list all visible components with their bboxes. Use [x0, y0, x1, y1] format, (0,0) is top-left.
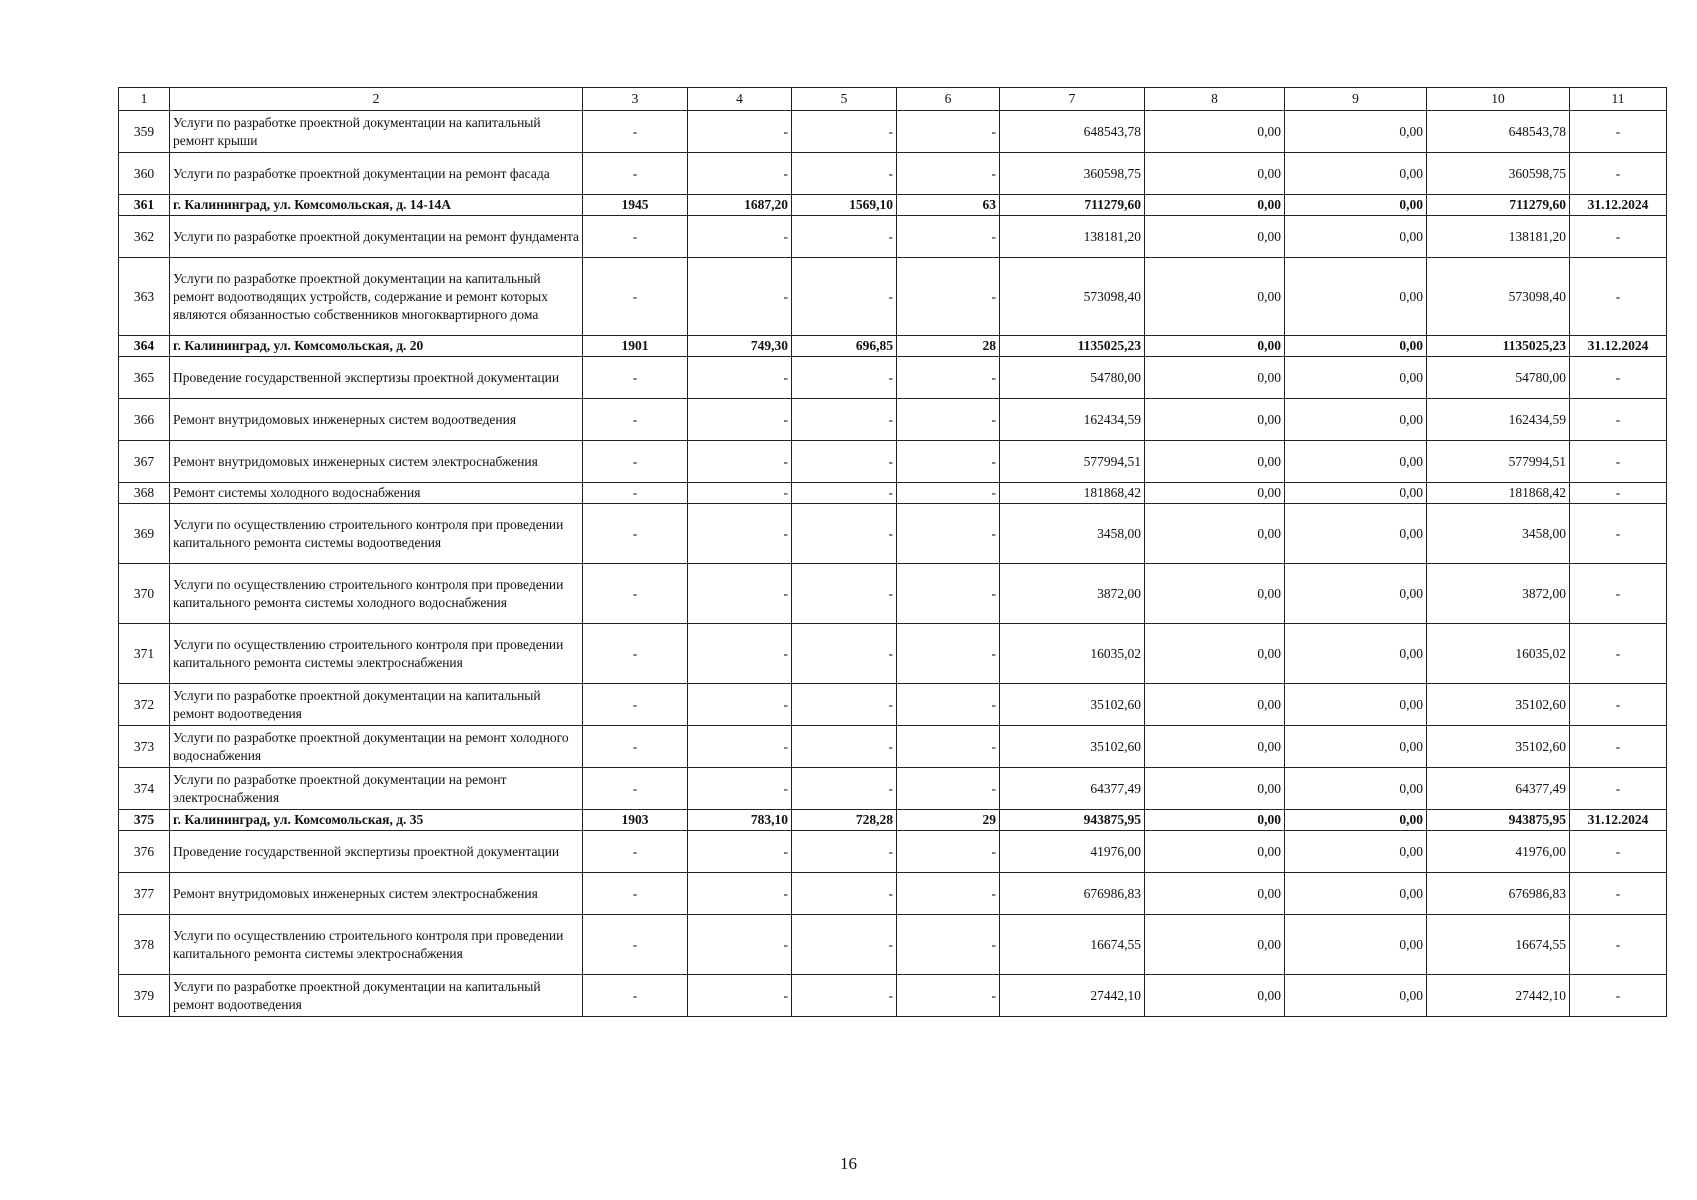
year-cell: -: [583, 726, 688, 768]
area-living-cell: -: [792, 111, 897, 153]
residents-cell: -: [897, 483, 1000, 504]
area-total-cell: -: [688, 111, 792, 153]
area-living-cell: -: [792, 684, 897, 726]
work-description: Услуги по осуществлению строительного контроля при проведении капитального ремонта системы водоотведения: [170, 504, 583, 564]
year-cell: -: [583, 624, 688, 684]
area-total-cell: -: [688, 975, 792, 1017]
deadline-cell: -: [1570, 831, 1667, 873]
deadline-cell: -: [1570, 399, 1667, 441]
fund-cost-cell: 0,00: [1145, 726, 1285, 768]
row-number: 365: [119, 357, 170, 399]
row-number: 373: [119, 726, 170, 768]
area-total-cell: -: [688, 564, 792, 624]
deadline-cell: -: [1570, 216, 1667, 258]
area-living-cell: 696,85: [792, 336, 897, 357]
row-number: 364: [119, 336, 170, 357]
work-description: Услуги по разработке проектной документации на ремонт холодного водоснабжения: [170, 726, 583, 768]
column-header: 9: [1285, 88, 1427, 111]
fund-cost-cell: 0,00: [1145, 357, 1285, 399]
area-living-cell: -: [792, 975, 897, 1017]
year-cell: -: [583, 831, 688, 873]
row-number: 374: [119, 768, 170, 810]
table-row: [119, 915, 1667, 975]
other-cost-cell: 0,00: [1285, 216, 1427, 258]
residents-cell: -: [897, 153, 1000, 195]
other-cost-cell: 0,00: [1285, 768, 1427, 810]
column-header: 5: [792, 88, 897, 111]
area-total-cell: 783,10: [688, 810, 792, 831]
year-cell: -: [583, 483, 688, 504]
year-cell: -: [583, 504, 688, 564]
year-cell: 1901: [583, 336, 688, 357]
residents-cell: 63: [897, 195, 1000, 216]
area-living-cell: -: [792, 483, 897, 504]
residents-cell: -: [897, 726, 1000, 768]
year-cell: 1945: [583, 195, 688, 216]
other-cost-cell: 0,00: [1285, 195, 1427, 216]
residents-cell: -: [897, 216, 1000, 258]
other-cost-cell: 0,00: [1285, 624, 1427, 684]
row-number: 368: [119, 483, 170, 504]
work-description: Ремонт внутридомовых инженерных систем электроснабжения: [170, 873, 583, 915]
work-description: Услуги по разработке проектной документации на ремонт фасада: [170, 153, 583, 195]
work-description: Услуги по осуществлению строительного контроля при проведении капитального ремонта системы электроснабжения: [170, 624, 583, 684]
column-header: 3: [583, 88, 688, 111]
fund-cost-cell: 0,00: [1145, 831, 1285, 873]
deadline-cell: -: [1570, 624, 1667, 684]
owners-cost-cell: 573098,40: [1427, 258, 1570, 336]
year-cell: -: [583, 153, 688, 195]
owners-cost-cell: 676986,83: [1427, 873, 1570, 915]
owners-cost-cell: 3872,00: [1427, 564, 1570, 624]
area-living-cell: -: [792, 873, 897, 915]
total-cost-cell: 577994,51: [1000, 441, 1145, 483]
residents-cell: -: [897, 564, 1000, 624]
work-description: Услуги по осуществлению строительного контроля при проведении капитального ремонта системы холодного водоснабжения: [170, 564, 583, 624]
owners-cost-cell: 162434,59: [1427, 399, 1570, 441]
area-total-cell: 1687,20: [688, 195, 792, 216]
owners-cost-cell: 943875,95: [1427, 810, 1570, 831]
work-description: Услуги по разработке проектной документации на капитальный ремонт крыши: [170, 111, 583, 153]
table-row: [119, 975, 1667, 1017]
table-row: [119, 195, 1667, 216]
table-row: [119, 684, 1667, 726]
deadline-cell: 31.12.2024: [1570, 810, 1667, 831]
other-cost-cell: 0,00: [1285, 564, 1427, 624]
row-number: 361: [119, 195, 170, 216]
area-living-cell: 728,28: [792, 810, 897, 831]
other-cost-cell: 0,00: [1285, 111, 1427, 153]
owners-cost-cell: 16674,55: [1427, 915, 1570, 975]
area-total-cell: 749,30: [688, 336, 792, 357]
area-living-cell: -: [792, 357, 897, 399]
area-total-cell: -: [688, 357, 792, 399]
year-cell: -: [583, 975, 688, 1017]
residents-cell: -: [897, 975, 1000, 1017]
total-cost-cell: 711279,60: [1000, 195, 1145, 216]
fund-cost-cell: 0,00: [1145, 153, 1285, 195]
deadline-cell: -: [1570, 768, 1667, 810]
residents-cell: -: [897, 357, 1000, 399]
work-description: Услуги по разработке проектной документации на капитальный ремонт водоотведения: [170, 684, 583, 726]
fund-cost-cell: 0,00: [1145, 399, 1285, 441]
year-cell: -: [583, 915, 688, 975]
table-row: [119, 873, 1667, 915]
row-number: 371: [119, 624, 170, 684]
row-number: 375: [119, 810, 170, 831]
column-header: 4: [688, 88, 792, 111]
area-living-cell: -: [792, 153, 897, 195]
deadline-cell: -: [1570, 684, 1667, 726]
work-description: Услуги по разработке проектной документации на ремонт электроснабжения: [170, 768, 583, 810]
table-row: [119, 483, 1667, 504]
fund-cost-cell: 0,00: [1145, 873, 1285, 915]
deadline-cell: -: [1570, 915, 1667, 975]
year-cell: -: [583, 399, 688, 441]
deadline-cell: -: [1570, 504, 1667, 564]
owners-cost-cell: 577994,51: [1427, 441, 1570, 483]
owners-cost-cell: 35102,60: [1427, 726, 1570, 768]
total-cost-cell: 943875,95: [1000, 810, 1145, 831]
owners-cost-cell: 27442,10: [1427, 975, 1570, 1017]
other-cost-cell: 0,00: [1285, 810, 1427, 831]
table-row: [119, 216, 1667, 258]
work-description: Услуги по разработке проектной документации на ремонт фундамента: [170, 216, 583, 258]
row-number: 363: [119, 258, 170, 336]
work-description: Проведение государственной экспертизы проектной документации: [170, 357, 583, 399]
area-total-cell: -: [688, 483, 792, 504]
year-cell: -: [583, 768, 688, 810]
deadline-cell: -: [1570, 111, 1667, 153]
total-cost-cell: 162434,59: [1000, 399, 1145, 441]
fund-cost-cell: 0,00: [1145, 504, 1285, 564]
column-header: 2: [170, 88, 583, 111]
work-description: г. Калининград, ул. Комсомольская, д. 35: [170, 810, 583, 831]
area-living-cell: -: [792, 216, 897, 258]
area-living-cell: -: [792, 258, 897, 336]
total-cost-cell: 16674,55: [1000, 915, 1145, 975]
residents-cell: -: [897, 111, 1000, 153]
table-row: [119, 336, 1667, 357]
area-living-cell: -: [792, 399, 897, 441]
area-total-cell: -: [688, 873, 792, 915]
year-cell: -: [583, 216, 688, 258]
fund-cost-cell: 0,00: [1145, 684, 1285, 726]
residents-cell: -: [897, 624, 1000, 684]
fund-cost-cell: 0,00: [1145, 624, 1285, 684]
table-row: [119, 810, 1667, 831]
other-cost-cell: 0,00: [1285, 258, 1427, 336]
row-number: 378: [119, 915, 170, 975]
total-cost-cell: 41976,00: [1000, 831, 1145, 873]
area-living-cell: 1569,10: [792, 195, 897, 216]
other-cost-cell: 0,00: [1285, 684, 1427, 726]
table-row: [119, 504, 1667, 564]
works-table: [118, 87, 1667, 1017]
area-total-cell: -: [688, 624, 792, 684]
work-description: Услуги по разработке проектной документации на капитальный ремонт водоотведения: [170, 975, 583, 1017]
residents-cell: -: [897, 873, 1000, 915]
total-cost-cell: 648543,78: [1000, 111, 1145, 153]
owners-cost-cell: 360598,75: [1427, 153, 1570, 195]
fund-cost-cell: 0,00: [1145, 195, 1285, 216]
total-cost-cell: 54780,00: [1000, 357, 1145, 399]
row-number: 369: [119, 504, 170, 564]
total-cost-cell: 573098,40: [1000, 258, 1145, 336]
work-description: Ремонт системы холодного водоснабжения: [170, 483, 583, 504]
row-number: 359: [119, 111, 170, 153]
owners-cost-cell: 64377,49: [1427, 768, 1570, 810]
other-cost-cell: 0,00: [1285, 504, 1427, 564]
deadline-cell: -: [1570, 873, 1667, 915]
table-row: [119, 357, 1667, 399]
year-cell: -: [583, 564, 688, 624]
other-cost-cell: 0,00: [1285, 975, 1427, 1017]
work-description: г. Калининград, ул. Комсомольская, д. 20: [170, 336, 583, 357]
residents-cell: -: [897, 684, 1000, 726]
table-row: [119, 831, 1667, 873]
owners-cost-cell: 16035,02: [1427, 624, 1570, 684]
total-cost-cell: 181868,42: [1000, 483, 1145, 504]
area-living-cell: -: [792, 726, 897, 768]
deadline-cell: 31.12.2024: [1570, 336, 1667, 357]
row-number: 379: [119, 975, 170, 1017]
total-cost-cell: 138181,20: [1000, 216, 1145, 258]
residents-cell: -: [897, 441, 1000, 483]
fund-cost-cell: 0,00: [1145, 810, 1285, 831]
owners-cost-cell: 181868,42: [1427, 483, 1570, 504]
other-cost-cell: 0,00: [1285, 441, 1427, 483]
table-row: [119, 768, 1667, 810]
fund-cost-cell: 0,00: [1145, 111, 1285, 153]
column-header: 11: [1570, 88, 1667, 111]
row-number: 360: [119, 153, 170, 195]
other-cost-cell: 0,00: [1285, 153, 1427, 195]
row-number: 370: [119, 564, 170, 624]
other-cost-cell: 0,00: [1285, 915, 1427, 975]
deadline-cell: 31.12.2024: [1570, 195, 1667, 216]
row-number: 366: [119, 399, 170, 441]
column-number-row: [119, 88, 1667, 111]
residents-cell: -: [897, 258, 1000, 336]
fund-cost-cell: 0,00: [1145, 768, 1285, 810]
owners-cost-cell: 648543,78: [1427, 111, 1570, 153]
row-number: 372: [119, 684, 170, 726]
residents-cell: -: [897, 915, 1000, 975]
area-living-cell: -: [792, 441, 897, 483]
work-description: Проведение государственной экспертизы проектной документации: [170, 831, 583, 873]
work-description: Услуги по осуществлению строительного контроля при проведении капитального ремонта системы электроснабжения: [170, 915, 583, 975]
table-row: [119, 111, 1667, 153]
table-row: [119, 726, 1667, 768]
fund-cost-cell: 0,00: [1145, 915, 1285, 975]
total-cost-cell: 3872,00: [1000, 564, 1145, 624]
other-cost-cell: 0,00: [1285, 873, 1427, 915]
area-living-cell: -: [792, 915, 897, 975]
table-row: [119, 564, 1667, 624]
total-cost-cell: 3458,00: [1000, 504, 1145, 564]
residents-cell: 28: [897, 336, 1000, 357]
work-description: Услуги по разработке проектной документации на капитальный ремонт водоотводящих устройств, содержание и ремонт которых являются обязанностью собственников многоквартирного дома: [170, 258, 583, 336]
owners-cost-cell: 138181,20: [1427, 216, 1570, 258]
area-total-cell: -: [688, 915, 792, 975]
deadline-cell: -: [1570, 975, 1667, 1017]
other-cost-cell: 0,00: [1285, 831, 1427, 873]
page-number: 16: [840, 1154, 857, 1173]
area-total-cell: -: [688, 153, 792, 195]
table-row: [119, 153, 1667, 195]
table-row: [119, 258, 1667, 336]
area-total-cell: -: [688, 726, 792, 768]
year-cell: 1903: [583, 810, 688, 831]
year-cell: -: [583, 441, 688, 483]
row-number: 376: [119, 831, 170, 873]
fund-cost-cell: 0,00: [1145, 564, 1285, 624]
year-cell: -: [583, 873, 688, 915]
area-living-cell: -: [792, 624, 897, 684]
year-cell: -: [583, 684, 688, 726]
other-cost-cell: 0,00: [1285, 357, 1427, 399]
other-cost-cell: 0,00: [1285, 336, 1427, 357]
column-header: 8: [1145, 88, 1285, 111]
deadline-cell: -: [1570, 153, 1667, 195]
fund-cost-cell: 0,00: [1145, 975, 1285, 1017]
column-header: 7: [1000, 88, 1145, 111]
residents-cell: 29: [897, 810, 1000, 831]
area-total-cell: -: [688, 216, 792, 258]
total-cost-cell: 360598,75: [1000, 153, 1145, 195]
residents-cell: -: [897, 504, 1000, 564]
total-cost-cell: 16035,02: [1000, 624, 1145, 684]
owners-cost-cell: 711279,60: [1427, 195, 1570, 216]
residents-cell: -: [897, 399, 1000, 441]
fund-cost-cell: 0,00: [1145, 336, 1285, 357]
fund-cost-cell: 0,00: [1145, 258, 1285, 336]
total-cost-cell: 64377,49: [1000, 768, 1145, 810]
area-total-cell: -: [688, 441, 792, 483]
owners-cost-cell: 35102,60: [1427, 684, 1570, 726]
other-cost-cell: 0,00: [1285, 483, 1427, 504]
owners-cost-cell: 1135025,23: [1427, 336, 1570, 357]
residents-cell: -: [897, 768, 1000, 810]
year-cell: -: [583, 357, 688, 399]
total-cost-cell: 35102,60: [1000, 684, 1145, 726]
fund-cost-cell: 0,00: [1145, 483, 1285, 504]
year-cell: -: [583, 258, 688, 336]
residents-cell: -: [897, 831, 1000, 873]
row-number: 367: [119, 441, 170, 483]
total-cost-cell: 1135025,23: [1000, 336, 1145, 357]
total-cost-cell: 35102,60: [1000, 726, 1145, 768]
work-description: Ремонт внутридомовых инженерных систем водоотведения: [170, 399, 583, 441]
fund-cost-cell: 0,00: [1145, 216, 1285, 258]
area-living-cell: -: [792, 768, 897, 810]
other-cost-cell: 0,00: [1285, 726, 1427, 768]
deadline-cell: -: [1570, 564, 1667, 624]
row-number: 362: [119, 216, 170, 258]
deadline-cell: -: [1570, 258, 1667, 336]
owners-cost-cell: 54780,00: [1427, 357, 1570, 399]
area-living-cell: -: [792, 504, 897, 564]
owners-cost-cell: 3458,00: [1427, 504, 1570, 564]
column-header: 1: [119, 88, 170, 111]
row-number: 377: [119, 873, 170, 915]
owners-cost-cell: 41976,00: [1427, 831, 1570, 873]
deadline-cell: -: [1570, 441, 1667, 483]
area-total-cell: -: [688, 768, 792, 810]
table-row: [119, 624, 1667, 684]
deadline-cell: -: [1570, 483, 1667, 504]
other-cost-cell: 0,00: [1285, 399, 1427, 441]
total-cost-cell: 27442,10: [1000, 975, 1145, 1017]
deadline-cell: -: [1570, 726, 1667, 768]
area-total-cell: -: [688, 504, 792, 564]
work-description: Ремонт внутридомовых инженерных систем электроснабжения: [170, 441, 583, 483]
table-row: [119, 399, 1667, 441]
fund-cost-cell: 0,00: [1145, 441, 1285, 483]
area-total-cell: -: [688, 258, 792, 336]
area-living-cell: -: [792, 831, 897, 873]
total-cost-cell: 676986,83: [1000, 873, 1145, 915]
work-description: г. Калининград, ул. Комсомольская, д. 14-14А: [170, 195, 583, 216]
table-row: [119, 441, 1667, 483]
deadline-cell: -: [1570, 357, 1667, 399]
area-total-cell: -: [688, 399, 792, 441]
column-header: 10: [1427, 88, 1570, 111]
area-total-cell: -: [688, 684, 792, 726]
year-cell: -: [583, 111, 688, 153]
column-header: 6: [897, 88, 1000, 111]
area-living-cell: -: [792, 564, 897, 624]
area-total-cell: -: [688, 831, 792, 873]
